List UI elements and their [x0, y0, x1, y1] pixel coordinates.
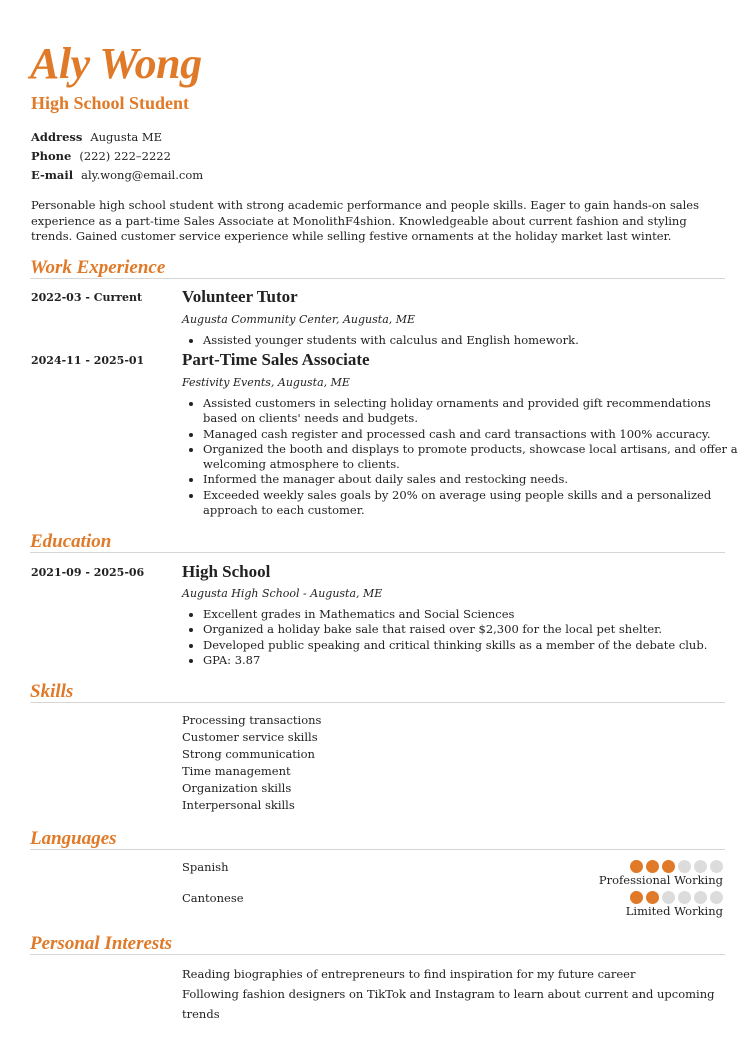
language-level: Limited Working [625, 904, 723, 918]
education-title: High School [182, 562, 271, 581]
skill-item: Interpersonal skills [182, 798, 295, 812]
rating-dot-empty [694, 860, 707, 873]
rating-dot-empty [710, 891, 723, 904]
list-item: • GPA: 3.87 [203, 653, 748, 668]
contact-value: Augusta ME [90, 130, 163, 144]
contact-label: Phone [31, 149, 72, 163]
work-org: Festivity Events, Augusta, ME [182, 376, 350, 389]
interests-list [182, 964, 750, 1024]
contact-phone [31, 151, 171, 163]
section-title-skills: Skills [30, 681, 74, 702]
interest-item: Reading biographies of entrepreneurs to find inspiration for my future career [182, 967, 636, 981]
list-item: • Developed public speaking and critical thinking skills as a member of the debate club. [203, 638, 748, 653]
contact-value: (222) 222–2222 [79, 149, 171, 163]
contact-label: Address [31, 130, 83, 144]
list-item: • Exceeded weekly sales goals by 20% on average using people skills and a personalized approach to each customer. [203, 488, 748, 519]
work-date: 2022-03 - Current [31, 291, 143, 304]
section-title-languages: Languages [30, 828, 117, 849]
list-item: • Informed the manager about daily sales and restocking needs. [203, 472, 748, 487]
work-title: Volunteer Tutor [182, 287, 298, 306]
work-date: 2024-11 - 2025-01 [31, 354, 145, 367]
list-item: • Managed cash register and processed cash and card transactions with 100% accuracy. [203, 427, 748, 442]
language-name: Spanish [182, 860, 229, 874]
rating-dot-filled [662, 860, 675, 873]
rating-dot-empty [678, 891, 691, 904]
work-org: Augusta Community Center, Augusta, ME [182, 313, 416, 326]
section-divider [30, 954, 725, 955]
work-bullets [182, 396, 748, 518]
interest-item: Following fashion designers on TikTok and Instagram to learn about current and upcoming trends [182, 987, 715, 1021]
section-divider [30, 702, 725, 703]
list-item: • Organized the booth and displays to promote products, showcase local artisans, and offer a welcoming atmosphere to clients. [203, 442, 748, 473]
contact-address [31, 132, 162, 144]
section-title-work: Work Experience [30, 257, 166, 278]
rating-dot-filled [646, 891, 659, 904]
section-divider [30, 552, 725, 553]
list-item: • Organized a holiday bake sale that raised over $2,300 for the local pet shelter. [203, 622, 748, 637]
section-divider [30, 849, 725, 850]
language-rating [630, 891, 723, 904]
list-item: • Assisted customers in selecting holiday ornaments and provided gift recommendations based on clients' needs and budgets. [203, 396, 748, 427]
education-date: 2021-09 - 2025-06 [31, 566, 145, 579]
skill-item: Processing transactions [182, 713, 322, 727]
rating-dot-filled [630, 891, 643, 904]
contact-email [31, 170, 203, 182]
skill-item: Time management [182, 764, 291, 778]
list-item: • Assisted younger students with calculus and English homework. [203, 333, 748, 348]
skill-item: Organization skills [182, 781, 292, 795]
section-title-education: Education [30, 531, 112, 552]
rating-dot-empty [710, 860, 723, 873]
rating-dot-filled [630, 860, 643, 873]
profile-summary: Personable high school student with strong academic performance and people skills. Eager to gain hands-on sales experience as a part-time Sales Associate at MonolithF4shion. Knowledgeable about current fashion and styling trends. Gained customer service experience while selling festive ornaments at the holiday market last winter. [31, 198, 699, 243]
work-bullets [182, 333, 748, 348]
skill-item: Customer service skills [182, 730, 318, 744]
language-name: Cantonese [182, 891, 244, 905]
section-title-interests: Personal Interests [30, 933, 172, 954]
list-item: • Excellent grades in Mathematics and Social Sciences [203, 607, 748, 622]
rating-dot-filled [646, 860, 659, 873]
rating-dot-empty [694, 891, 707, 904]
candidate-title: High School Student [31, 93, 190, 113]
rating-dot-empty [678, 860, 691, 873]
contact-label: E-mail [31, 168, 74, 182]
skill-item: Strong communication [182, 747, 315, 761]
rating-dot-empty [662, 891, 675, 904]
language-rating [630, 860, 723, 873]
skills-list [182, 712, 321, 814]
work-title: Part-Time Sales Associate [182, 350, 370, 369]
section-divider [30, 278, 725, 279]
education-org: Augusta High School - Augusta, ME [182, 587, 383, 600]
language-level: Professional Working [598, 873, 723, 887]
contact-value: aly.wong@email.com [81, 168, 204, 182]
candidate-name: Aly Wong [30, 39, 202, 88]
education-bullets [182, 607, 748, 668]
